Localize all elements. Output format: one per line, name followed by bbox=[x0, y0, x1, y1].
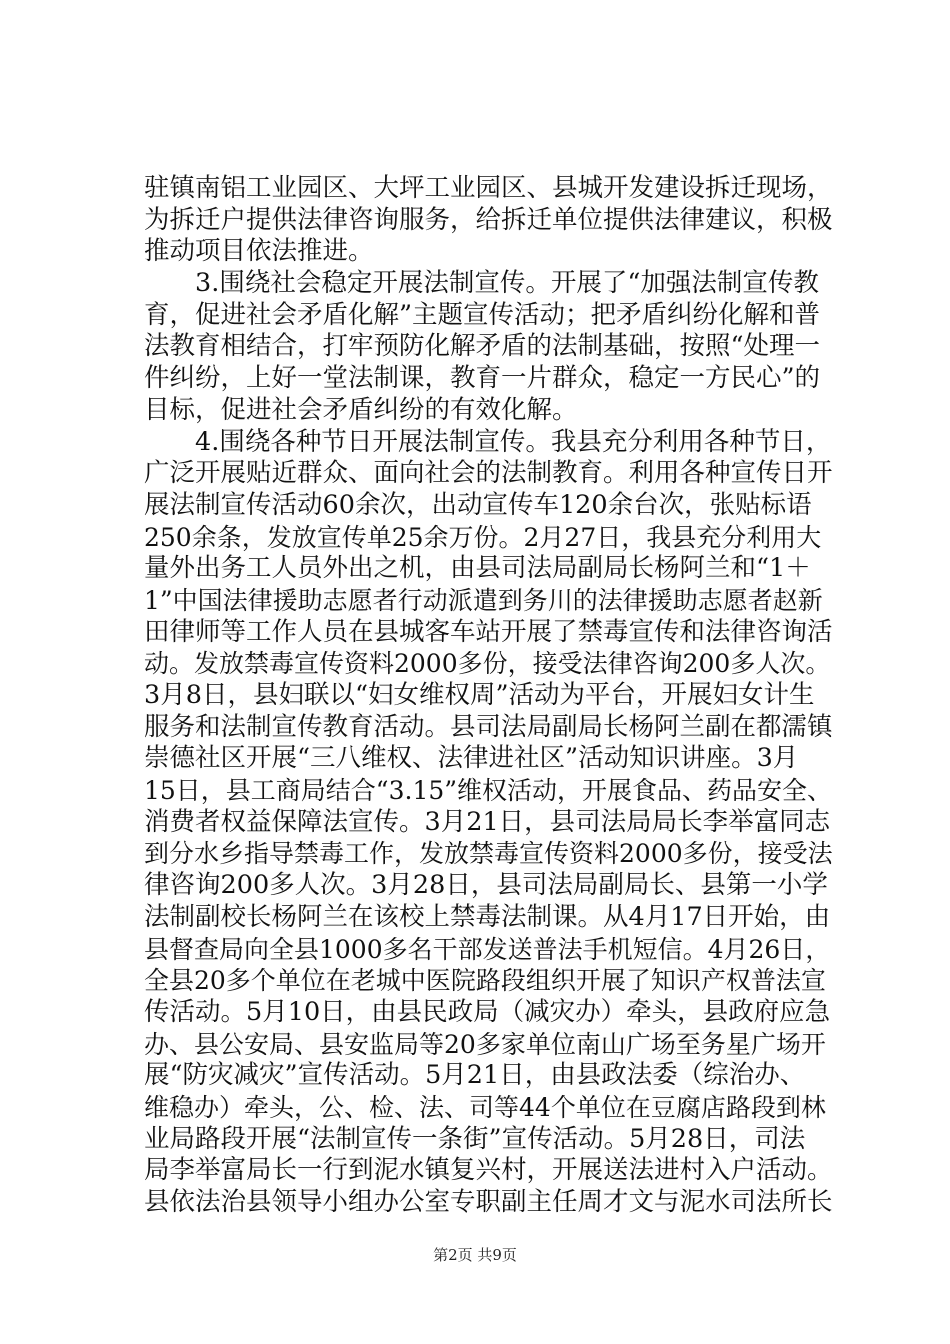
text-line: 办、县公安局、县安监局等20多家单位南山广场至务星广场开 bbox=[144, 1029, 826, 1059]
text-line: 法教育相结合，打牢预防化解矛盾的法制基础，按照“处理一 bbox=[144, 331, 821, 362]
text-line: 消费者权益保障法宣传。3月21日，县司法局局长李举富同志 bbox=[144, 806, 831, 837]
text-line: 3月8日，县妇联以“妇女维权周”活动为平台，开展妇女计生 bbox=[144, 680, 815, 710]
text-line: 推动项目依法推进。 bbox=[144, 236, 374, 267]
text-line: 县依法治县领导小组办公室专职副主任周才文与泥水司法所长 bbox=[144, 1187, 833, 1217]
text-line: 15日，县工商局结合“3.15”维权活动，开展食品、药品安全、 bbox=[144, 776, 833, 806]
paragraph-start-line: 4.围绕各种节日开展法制宣传。我县充分利用各种节日， bbox=[195, 426, 832, 457]
text-line: 局李举富局长一行到泥水镇复兴村，开展送法进村入户活动。 bbox=[144, 1155, 833, 1186]
text-line: 量外出务工人员外出之机，由县司法局副局长杨阿兰和“1＋ bbox=[144, 553, 811, 584]
text-line: 为拆迁户提供法律咨询服务，给拆迁单位提供法律建议，积极 bbox=[144, 204, 833, 235]
text-line: 育，促进社会矛盾化解”主题宣传活动；把矛盾纠纷化解和普 bbox=[144, 299, 821, 330]
text-line: 250余条，发放宣传单25余万份。2月27日，我县充分利用大 bbox=[144, 522, 822, 552]
text-line: 动。发放禁毒宣传资料2000多份，接受法律咨询200多人次。 bbox=[144, 649, 831, 679]
text-line: 田律师等工作人员在县城客车站开展了禁毒宣传和法律咨询活 bbox=[144, 616, 833, 647]
text-line: 法制副校长杨阿兰在该校上禁毒法制课。从4月17日开始，由 bbox=[144, 901, 831, 932]
text-line: 驻镇南铝工业园区、大坪工业园区、县城开发建设拆迁现场， bbox=[144, 173, 833, 203]
text-line: 业局路段开展“法制宣传一条街”宣传活动。5月28日，司法 bbox=[144, 1123, 806, 1154]
text-line: 县督查局向全县1000多名干部发送普法手机短信。4月26日， bbox=[144, 934, 831, 964]
text-line: 律咨询200多人次。3月28日，县司法局副局长、县第一小学 bbox=[144, 870, 828, 901]
text-line: 1”中国法律援助志愿者行动派遣到务川的法律援助志愿者赵新 bbox=[144, 585, 823, 615]
page-number-label: 第2页 共9页 bbox=[433, 1246, 517, 1264]
text-line: 服务和法制宣传教育活动。县司法局副局长杨阿兰副在都濡镇 bbox=[144, 711, 833, 742]
text-line: 传活动。5月10日，由县民政局（减灾办）牵头，县政府应急 bbox=[144, 996, 831, 1027]
text-line: 展“防灾减灾”宣传活动。5月21日，由县政法委（综治办、 bbox=[144, 1060, 806, 1091]
text-line: 维稳办）牵头，公、检、法、司等44个单位在豆腐店路段到林 bbox=[144, 1092, 826, 1122]
text-line: 广泛开展贴近群众、面向社会的法制教育。利用各种宣传日开 bbox=[144, 458, 833, 489]
text-line: 崇德社区开展“三八维权、法律进社区”活动知识讲座。3月 bbox=[144, 743, 799, 774]
text-line: 件纠纷，上好一堂法制课，教育一片群众，稳定一方民心”的 bbox=[144, 363, 821, 394]
text-line: 全县20多个单位在老城中医院路段组织开展了知识产权普法宣 bbox=[144, 966, 826, 996]
text-line: 展法制宣传活动60余次，出动宣传车120余台次，张贴标语 bbox=[144, 489, 812, 520]
paragraph-start-line: 3.围绕社会稳定开展法制宣传。开展了“加强法制宣传教 bbox=[195, 268, 819, 299]
text-line: 到分水乡指导禁毒工作，发放禁毒宣传资料2000多份，接受法 bbox=[144, 839, 833, 869]
text-line: 目标，促进社会矛盾纠纷的有效化解。 bbox=[144, 394, 578, 425]
body-text bbox=[144, 173, 834, 1219]
page-footer bbox=[0, 1244, 950, 1265]
